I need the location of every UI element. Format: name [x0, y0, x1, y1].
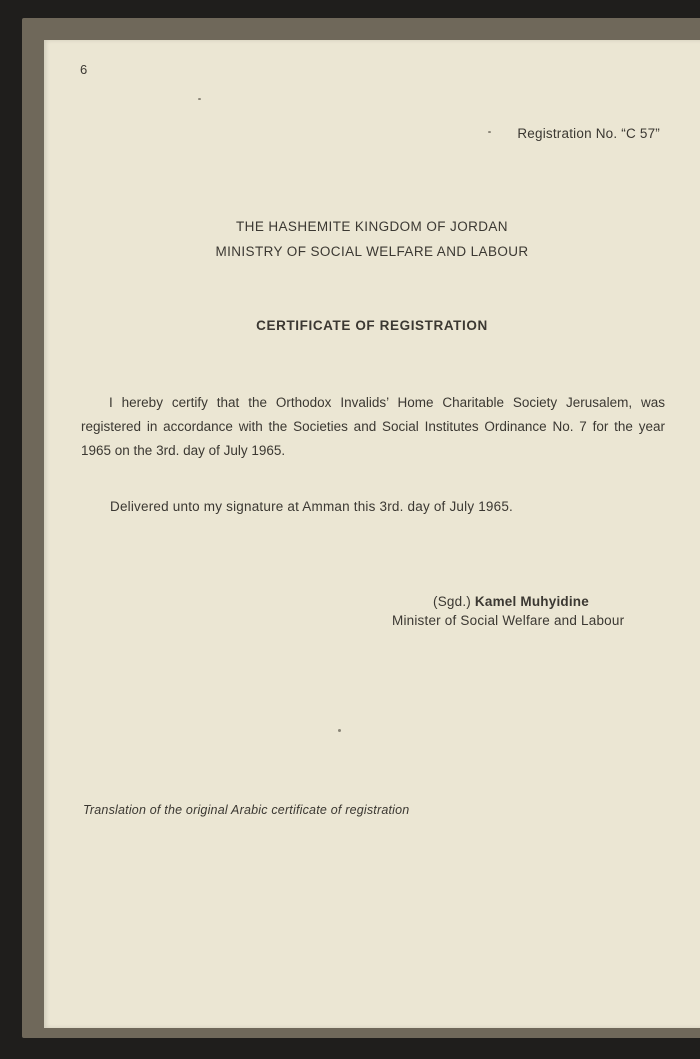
delivered-statement: Delivered unto my signature at Amman this 3rd. day of July 1965. — [110, 499, 514, 514]
paper-speck — [338, 729, 341, 732]
ministry-heading: MINISTRY OF SOCIAL WELFARE AND LABOUR — [215, 244, 529, 259]
paper-sheet — [44, 40, 700, 1028]
signatory-name: Kamel Muhyidine — [474, 594, 589, 609]
translation-note: Translation of the original Arabic certificate of registration — [83, 803, 410, 817]
paper-speck — [198, 98, 201, 100]
country-heading: THE HASHEMITE KINGDOM OF JORDAN — [236, 219, 508, 234]
registration-number: Registration No. “C 57” — [517, 126, 660, 141]
certification-paragraph: I hereby certify that the Orthodox Invalids’ Home Charitable Society Jerusalem, was registered in accordance with the Societies and Social Institutes Ordinance No. 7 for the year 1965 on the 3rd. day of July 1965. — [81, 395, 665, 458]
signature-line — [433, 594, 589, 609]
signature-prefix: (Sgd.) — [433, 594, 475, 609]
signatory-title: Minister of Social Welfare and Labour — [392, 613, 625, 628]
paper-speck — [488, 131, 491, 133]
page-number: 6 — [80, 62, 88, 77]
certificate-title: CERTIFICATE OF REGISTRATION — [256, 318, 488, 333]
